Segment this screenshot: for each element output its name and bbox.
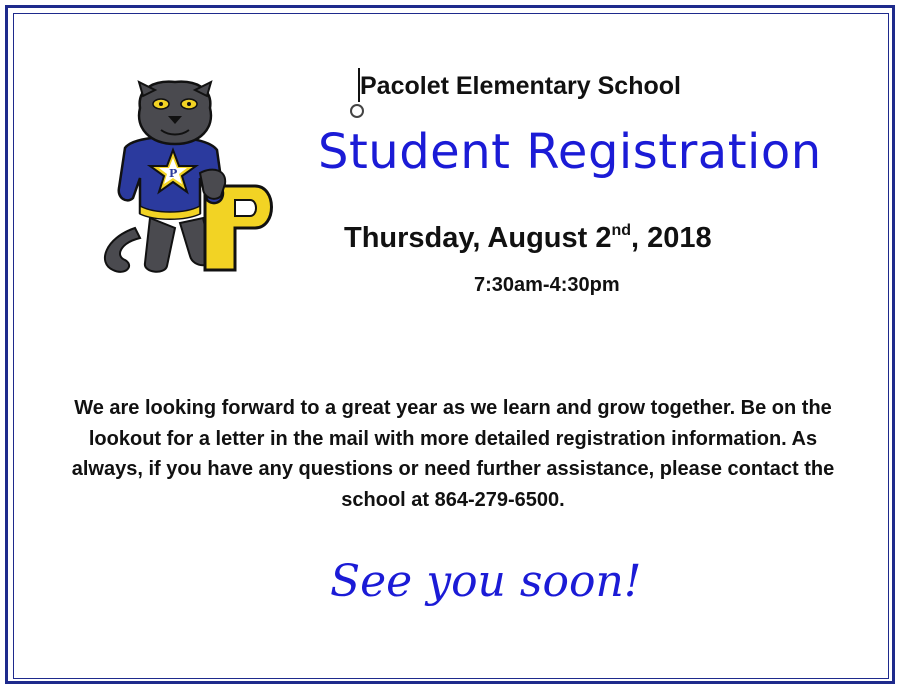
svg-text:P: P xyxy=(169,167,178,180)
page-title: Student Registration xyxy=(318,124,822,180)
event-date-year: , 2018 xyxy=(631,222,712,254)
rotate-handle-icon[interactable] xyxy=(350,104,364,118)
event-date-main: Thursday, August 2 xyxy=(344,222,612,254)
event-date xyxy=(344,222,712,255)
panther-mascot-icon xyxy=(95,78,275,278)
message-body: We are looking forward to a great year as we learn and grow together. Be on the lookout for a letter in the mail with more detailed registration information. As always, if you have any questions or need further assistance, please contact the school at 864-279-6500. xyxy=(71,397,835,511)
school-name: Pacolet Elementary School xyxy=(360,72,681,100)
event-time: 7:30am-4:30pm xyxy=(474,274,620,296)
signoff-text: See you soon! xyxy=(330,556,642,607)
event-date-ordinal: nd xyxy=(611,222,632,239)
